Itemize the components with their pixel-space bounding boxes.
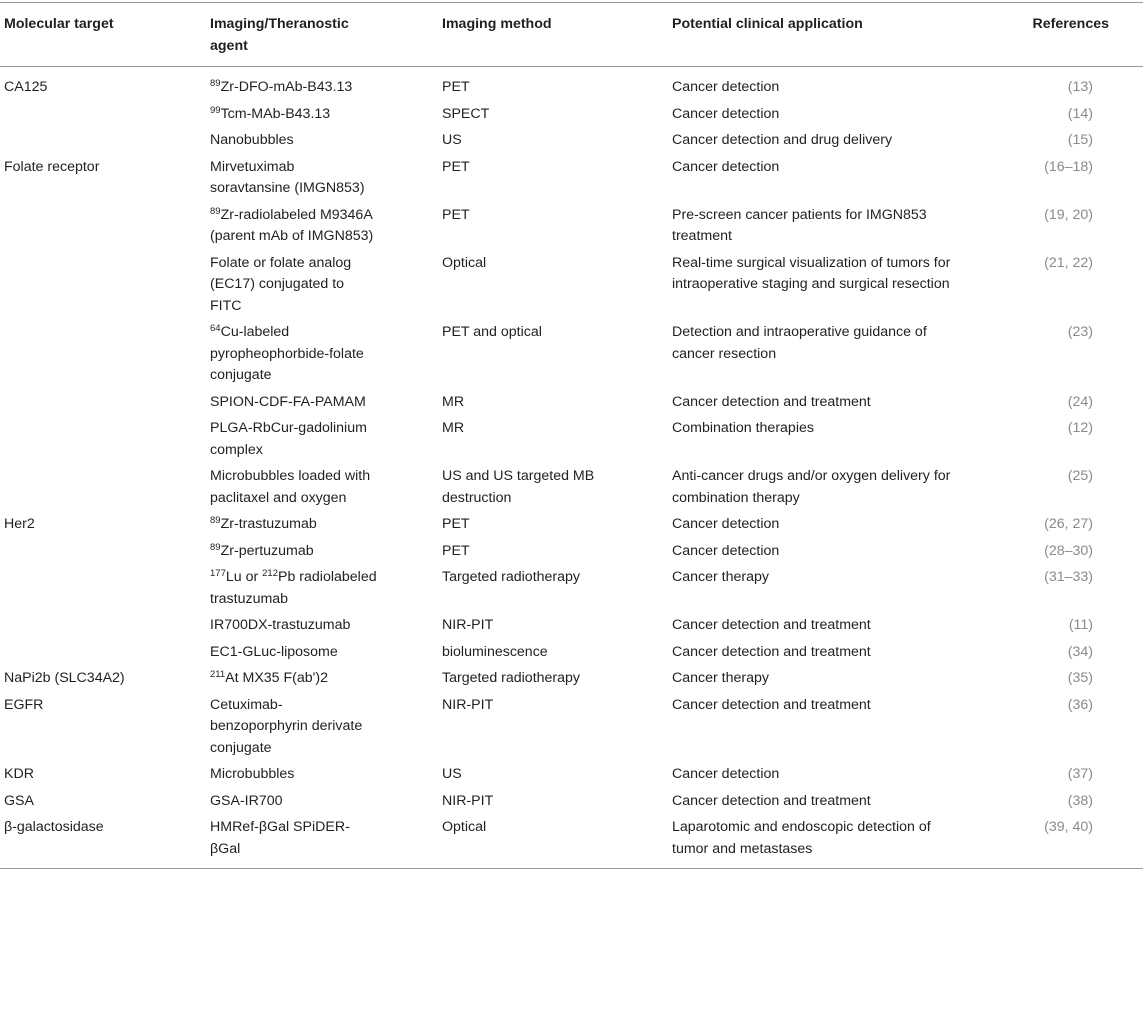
- reference-text: (31–33): [1044, 569, 1093, 585]
- reference-text: (35): [1067, 670, 1093, 686]
- clinical-application-text: Combination therapies: [672, 420, 814, 436]
- cell-agent: [206, 666, 438, 693]
- cell-imaging-method: [438, 251, 668, 321]
- cell-agent: [206, 613, 438, 640]
- agent-text: Zr-radiolabeled M9346A (parent mAb of IMGN853): [210, 206, 374, 244]
- imaging-method-text: Targeted radiotherapy: [442, 670, 581, 686]
- reference-text: (11): [1068, 617, 1093, 633]
- isotope-superscript: 212: [262, 568, 278, 579]
- reference-text: (13): [1067, 79, 1093, 95]
- reference-text: (34): [1067, 643, 1093, 660]
- cell-clinical-application: [668, 390, 1016, 417]
- table-row: [0, 416, 1143, 464]
- agent-text: Cetuximab-benzoporphyrin derivate conjugate: [210, 696, 363, 756]
- cell-agent: [206, 693, 438, 763]
- agent-text: IR700DX-trastuzumab: [210, 617, 351, 633]
- table-row: [0, 613, 1143, 640]
- imaging-method-text: Optical: [442, 819, 487, 835]
- header-references: References: [1016, 3, 1143, 67]
- cell-molecular-target: [0, 762, 206, 789]
- clinical-application-text: Cancer detection: [672, 542, 780, 559]
- cell-imaging-method: [438, 762, 668, 789]
- clinical-application-text: Cancer detection and treatment: [672, 792, 871, 809]
- isotope-superscript: 177: [210, 568, 226, 579]
- cell-agent: [206, 203, 438, 251]
- clinical-application-text: Cancer therapy: [672, 670, 769, 686]
- imaging-method-text: PET: [442, 516, 470, 532]
- clinical-application-text: Laparotomic and endoscopic detection of tumor and metastases: [672, 819, 931, 857]
- cell-references: [1016, 815, 1143, 869]
- reference-text: (39, 40): [1044, 819, 1093, 835]
- cell-molecular-target: [0, 815, 206, 869]
- cell-clinical-application: [668, 464, 1016, 512]
- isotope-superscript: 89: [210, 515, 221, 526]
- cell-clinical-application: [668, 512, 1016, 539]
- clinical-application-text: Cancer detection: [672, 105, 780, 122]
- isotope-superscript: 89: [210, 541, 221, 553]
- agent-text: Lu or: [225, 569, 263, 585]
- reference-text: (26, 27): [1044, 516, 1093, 532]
- agent-text: EC1-GLuc-liposome: [210, 643, 338, 660]
- cell-imaging-method: [438, 128, 668, 155]
- cell-imaging-method: [438, 416, 668, 464]
- cell-clinical-application: [668, 815, 1016, 869]
- reference-text: (38): [1067, 792, 1093, 809]
- table-row: [0, 128, 1143, 155]
- cell-references: [1016, 640, 1143, 667]
- imaging-method-text: PET: [442, 158, 470, 175]
- cell-molecular-target: [0, 693, 206, 763]
- cell-imaging-method: [438, 693, 668, 763]
- table-row: [0, 251, 1143, 321]
- clinical-application-text: Detection and intraoperative guidance of cancer resection: [672, 324, 927, 362]
- cell-molecular-target: [0, 155, 206, 203]
- cell-molecular-target: [0, 203, 206, 251]
- cell-molecular-target: [0, 512, 206, 539]
- imaging-method-text: SPECT: [442, 105, 490, 122]
- agent-text: Folate or folate analog (EC17) conjugated to FITC: [210, 254, 352, 314]
- table-row: [0, 155, 1143, 203]
- imaging-method-text: PET: [442, 542, 470, 559]
- cell-agent: [206, 565, 438, 613]
- cell-imaging-method: [438, 640, 668, 667]
- imaging-method-text: US: [442, 132, 462, 148]
- cell-references: [1016, 416, 1143, 464]
- cell-references: [1016, 539, 1143, 566]
- agent-text: PLGA-RbCur-gadolinium complex: [210, 420, 367, 458]
- reference-text: (37): [1067, 766, 1093, 782]
- reference-text: (36): [1067, 696, 1093, 713]
- header-imaging-method: Imaging method: [438, 3, 668, 67]
- agents-table: [0, 2, 1143, 869]
- cell-agent: [206, 390, 438, 417]
- cell-clinical-application: [668, 693, 1016, 763]
- clinical-application-text: Cancer detection: [672, 158, 780, 175]
- clinical-application-text: Pre-screen cancer patients for IMGN853 treatment: [672, 206, 927, 244]
- agent-text: SPION-CDF-FA-PAMAM: [210, 393, 366, 410]
- reference-text: (16–18): [1044, 158, 1093, 175]
- cell-agent: [206, 789, 438, 816]
- cell-molecular-target: [0, 539, 206, 566]
- reference-text: (28–30): [1044, 542, 1093, 559]
- header-clinical-application: Potential clinical application: [668, 3, 1016, 67]
- imaging-method-text: NIR-PIT: [442, 696, 494, 713]
- molecular-target-text: NaPi2b (SLC34A2): [4, 670, 125, 686]
- agent-text: HMRef-βGal SPiDER-βGal: [210, 819, 350, 857]
- cell-imaging-method: [438, 155, 668, 203]
- cell-agent: [206, 155, 438, 203]
- cell-imaging-method: [438, 464, 668, 512]
- cell-clinical-application: [668, 155, 1016, 203]
- table-row: [0, 539, 1143, 566]
- clinical-application-text: Cancer detection: [672, 79, 780, 95]
- cell-molecular-target: [0, 640, 206, 667]
- cell-molecular-target: [0, 416, 206, 464]
- agent-text: Tcm-MAb-B43.13: [220, 105, 331, 122]
- isotope-superscript: 211: [210, 669, 226, 680]
- isotope-superscript: 89: [210, 78, 221, 89]
- reference-text: (23): [1067, 324, 1093, 340]
- clinical-application-text: Cancer detection and treatment: [672, 617, 871, 633]
- clinical-application-text: Cancer detection and treatment: [672, 643, 871, 660]
- cell-molecular-target: [0, 251, 206, 321]
- agent-text: Mirvetuximab soravtansine (IMGN853): [210, 158, 365, 196]
- cell-molecular-target: [0, 128, 206, 155]
- molecular-target-text: β-galactosidase: [4, 819, 104, 835]
- clinical-application-text: Cancer detection and drug delivery: [672, 132, 893, 148]
- table-row: [0, 565, 1143, 613]
- table-row: [0, 102, 1143, 129]
- cell-agent: [206, 464, 438, 512]
- cell-imaging-method: [438, 203, 668, 251]
- table-header: [0, 3, 1143, 67]
- molecular-target-text: KDR: [4, 766, 34, 782]
- agent-text: Microbubbles loaded with paclitaxel and oxygen: [210, 468, 371, 506]
- imaging-method-text: Optical: [442, 254, 487, 271]
- cell-agent: [206, 251, 438, 321]
- cell-references: [1016, 613, 1143, 640]
- isotope-superscript: 99: [210, 104, 221, 116]
- cell-molecular-target: [0, 390, 206, 417]
- reference-text: (19, 20): [1044, 206, 1093, 223]
- cell-references: [1016, 251, 1143, 321]
- imaging-method-text: MR: [442, 393, 465, 410]
- agent-text: At MX35 F(ab')2: [225, 670, 329, 686]
- cell-agent: [206, 67, 438, 102]
- cell-references: [1016, 67, 1143, 102]
- cell-references: [1016, 155, 1143, 203]
- clinical-application-text: Cancer detection and treatment: [672, 393, 871, 410]
- cell-molecular-target: [0, 67, 206, 102]
- cell-imaging-method: [438, 613, 668, 640]
- cell-molecular-target: [0, 102, 206, 129]
- table-row: [0, 67, 1143, 102]
- imaging-method-text: Targeted radiotherapy: [442, 569, 581, 585]
- cell-references: [1016, 203, 1143, 251]
- cell-molecular-target: [0, 613, 206, 640]
- cell-imaging-method: [438, 390, 668, 417]
- reference-text: (21, 22): [1044, 254, 1093, 271]
- imaging-method-text: PET and optical: [442, 324, 542, 340]
- clinical-application-text: Cancer detection: [672, 516, 780, 532]
- cell-agent: [206, 539, 438, 566]
- cell-agent: [206, 512, 438, 539]
- reference-text: (14): [1067, 105, 1093, 122]
- cell-clinical-application: [668, 666, 1016, 693]
- cell-molecular-target: [0, 565, 206, 613]
- cell-references: [1016, 464, 1143, 512]
- clinical-application-text: Anti-cancer drugs and/or oxygen delivery for combination therapy: [672, 468, 951, 506]
- cell-imaging-method: [438, 539, 668, 566]
- isotope-superscript: 89: [210, 205, 221, 217]
- agent-text: Zr-trastuzumab: [220, 516, 317, 532]
- agent-text: Nanobubbles: [210, 132, 294, 148]
- agent-text: Microbubbles: [210, 766, 295, 782]
- cell-agent: [206, 416, 438, 464]
- imaging-method-text: US and US targeted MB destruction: [442, 468, 595, 506]
- cell-references: [1016, 666, 1143, 693]
- cell-imaging-method: [438, 666, 668, 693]
- imaging-method-text: US: [442, 766, 462, 782]
- cell-molecular-target: [0, 666, 206, 693]
- header-row: [0, 3, 1143, 67]
- molecular-target-text: Folate receptor: [4, 158, 100, 175]
- cell-clinical-application: [668, 203, 1016, 251]
- table-row: [0, 320, 1143, 390]
- imaging-method-text: PET: [442, 206, 470, 223]
- cell-agent: [206, 640, 438, 667]
- header-agent: Imaging/Theranostic agent: [206, 3, 438, 67]
- cell-imaging-method: [438, 102, 668, 129]
- cell-imaging-method: [438, 789, 668, 816]
- imaging-method-text: PET: [442, 79, 470, 95]
- agent-text: Pb radiolabeled trastuzumab: [210, 569, 377, 607]
- cell-agent: [206, 815, 438, 869]
- cell-clinical-application: [668, 128, 1016, 155]
- reference-text: (15): [1067, 132, 1093, 148]
- cell-references: [1016, 693, 1143, 763]
- cell-imaging-method: [438, 565, 668, 613]
- agent-text: GSA-IR700: [210, 792, 283, 809]
- agent-text: Cu-labeled pyropheophorbide-folate conjugate: [210, 324, 364, 383]
- cell-molecular-target: [0, 320, 206, 390]
- cell-references: [1016, 789, 1143, 816]
- imaging-method-text: NIR-PIT: [442, 792, 494, 809]
- cell-references: [1016, 128, 1143, 155]
- table-row: [0, 203, 1143, 251]
- cell-imaging-method: [438, 320, 668, 390]
- cell-imaging-method: [438, 67, 668, 102]
- table-row: [0, 789, 1143, 816]
- cell-clinical-application: [668, 251, 1016, 321]
- cell-references: [1016, 565, 1143, 613]
- cell-agent: [206, 320, 438, 390]
- agent-text: Zr-DFO-mAb-B43.13: [220, 79, 353, 95]
- cell-agent: [206, 128, 438, 155]
- cell-clinical-application: [668, 789, 1016, 816]
- imaging-method-text: bioluminescence: [442, 643, 548, 660]
- reference-text: (12): [1067, 420, 1093, 436]
- cell-references: [1016, 390, 1143, 417]
- cell-references: [1016, 102, 1143, 129]
- cell-clinical-application: [668, 102, 1016, 129]
- table-row: [0, 693, 1143, 763]
- cell-imaging-method: [438, 512, 668, 539]
- cell-imaging-method: [438, 815, 668, 869]
- reference-text: (25): [1067, 468, 1093, 484]
- cell-molecular-target: [0, 464, 206, 512]
- cell-references: [1016, 762, 1143, 789]
- table-row: [0, 390, 1143, 417]
- imaging-method-text: NIR-PIT: [442, 617, 494, 633]
- table-body: [0, 67, 1143, 869]
- cell-references: [1016, 320, 1143, 390]
- cell-references: [1016, 512, 1143, 539]
- reference-text: (24): [1067, 393, 1093, 410]
- cell-clinical-application: [668, 762, 1016, 789]
- header-molecular-target: Molecular target: [0, 3, 206, 67]
- molecular-target-text: GSA: [4, 792, 34, 809]
- clinical-application-text: Cancer detection and treatment: [672, 696, 871, 713]
- isotope-superscript: 64: [210, 323, 221, 334]
- cell-clinical-application: [668, 565, 1016, 613]
- cell-clinical-application: [668, 539, 1016, 566]
- cell-agent: [206, 102, 438, 129]
- table-row: [0, 640, 1143, 667]
- agent-text: Zr-pertuzumab: [220, 542, 314, 559]
- table-row: [0, 512, 1143, 539]
- cell-clinical-application: [668, 640, 1016, 667]
- molecular-target-text: EGFR: [4, 696, 44, 713]
- clinical-application-text: Cancer therapy: [672, 569, 769, 585]
- molecular-target-text: CA125: [4, 79, 48, 95]
- cell-clinical-application: [668, 320, 1016, 390]
- table-row: [0, 815, 1143, 869]
- clinical-application-text: Real-time surgical visualization of tumors for intraoperative staging and surgical resection: [672, 254, 951, 292]
- cell-agent: [206, 762, 438, 789]
- cell-clinical-application: [668, 67, 1016, 102]
- cell-molecular-target: [0, 789, 206, 816]
- table-row: [0, 464, 1143, 512]
- table-row: [0, 762, 1143, 789]
- clinical-application-text: Cancer detection: [672, 766, 780, 782]
- imaging-method-text: MR: [442, 420, 465, 436]
- molecular-target-text: Her2: [4, 516, 35, 532]
- cell-clinical-application: [668, 416, 1016, 464]
- table-row: [0, 666, 1143, 693]
- cell-clinical-application: [668, 613, 1016, 640]
